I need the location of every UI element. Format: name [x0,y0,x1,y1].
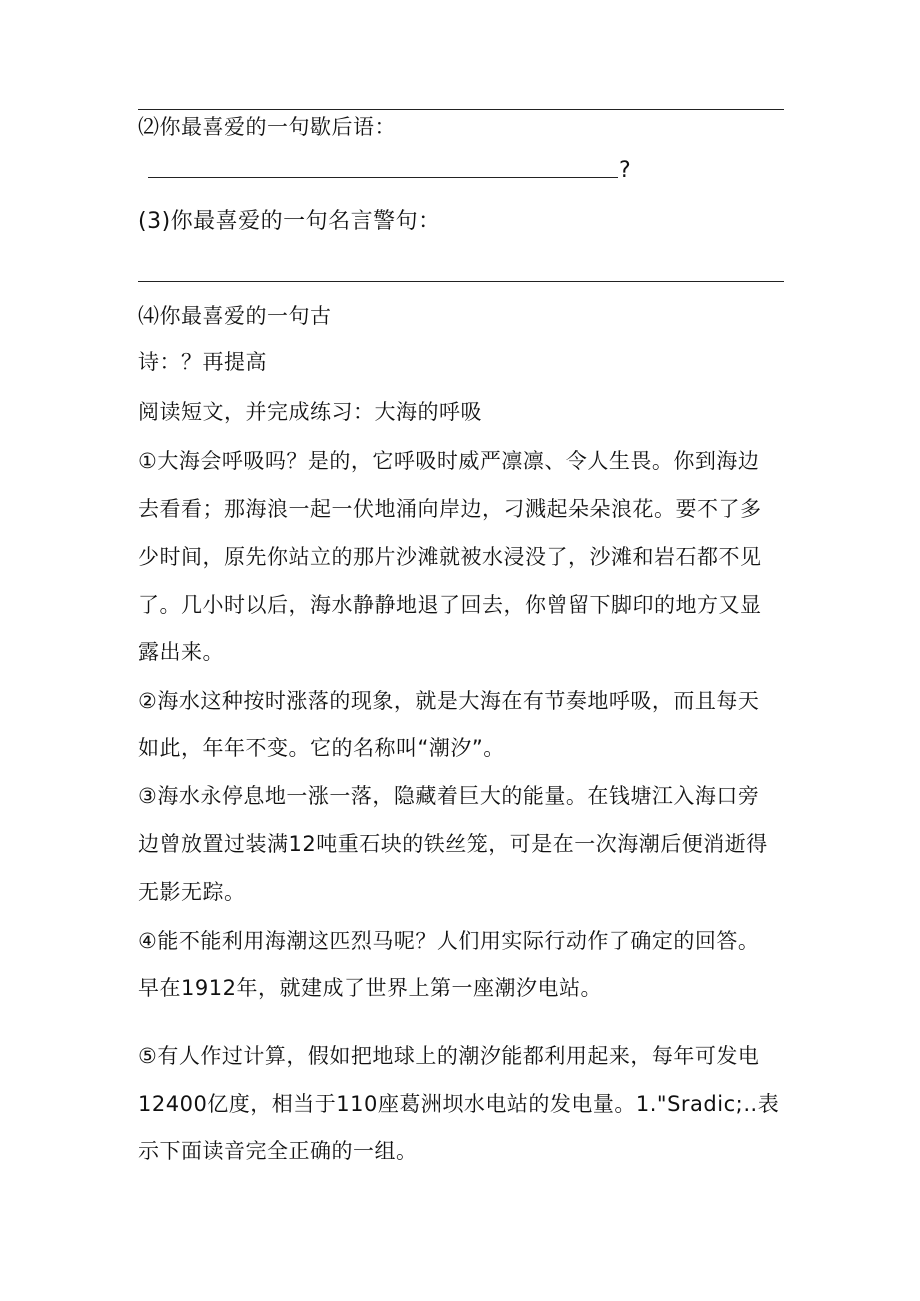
passage-line: 去看看；那海浪一起一伏地涌向岸边，刁溅起朵朵浪花。要不了多 [138,497,762,521]
question-4-label-line2: 诗：？再提高 [138,350,267,374]
passage-line: 边曾放置过装满12吨重石块的铁丝笼，可是在一次海潮后便消逝得 [138,832,768,856]
question-3-label: (3)你最喜爱的一句名言警句： [138,209,441,234]
passage-line: ②海水这种按时涨落的现象，就是大海在有节奏地呼吸，而且每天 [138,689,760,713]
passage-line: 示下面读音完全正确的一组。 [138,1139,418,1163]
question-2-label: ⑵你最喜爱的一句歇后语： [138,115,396,139]
passage-line: 如此，年年不变。它的名称叫“潮汐”。 [138,736,505,760]
question-3-answer-line[interactable] [138,281,784,282]
top-answer-rule [138,109,784,110]
passage-line: ⑤有人作过计算，假如把地球上的潮汐能都利用起来，每年可发电 [138,1044,760,1068]
passage-line: ③海水永停息地一涨一落，隐藏着巨大的能量。在钱塘江入海口旁 [138,784,760,808]
question-4-label-line1: ⑷你最喜爱的一句古 [138,304,332,328]
question-2-trailing-mark: ? [619,158,631,183]
passage-instruction: 阅读短文，并完成练习：大海的呼吸 [138,400,482,424]
passage-line: ①大海会呼吸吗？是的，它呼吸时威严凛凛、令人生畏。你到海边 [138,449,760,473]
passage-line: 露出来。 [138,640,224,664]
passage-line: 少时间，原先你站立的那片沙滩就被水浸没了，沙滩和岩石都不见 [138,545,762,569]
passage-line: 无影无踪。 [138,880,246,904]
passage-line: 早在1912年，就建成了世界上第一座潮汐电站。 [138,976,602,1000]
passage-line: 12400亿度，相当于110座葛洲坝水电站的发电量。1."Sradic;‥表 [138,1092,780,1116]
question-2-answer-line[interactable] [148,177,618,178]
passage-line: ④能不能利用海潮这匹烈马呢？人们用实际行动作了确定的回答。 [138,929,760,953]
passage-line: 了。几小时以后，海水静静地退了回去，你曾留下脚印的地方又显 [138,593,762,617]
